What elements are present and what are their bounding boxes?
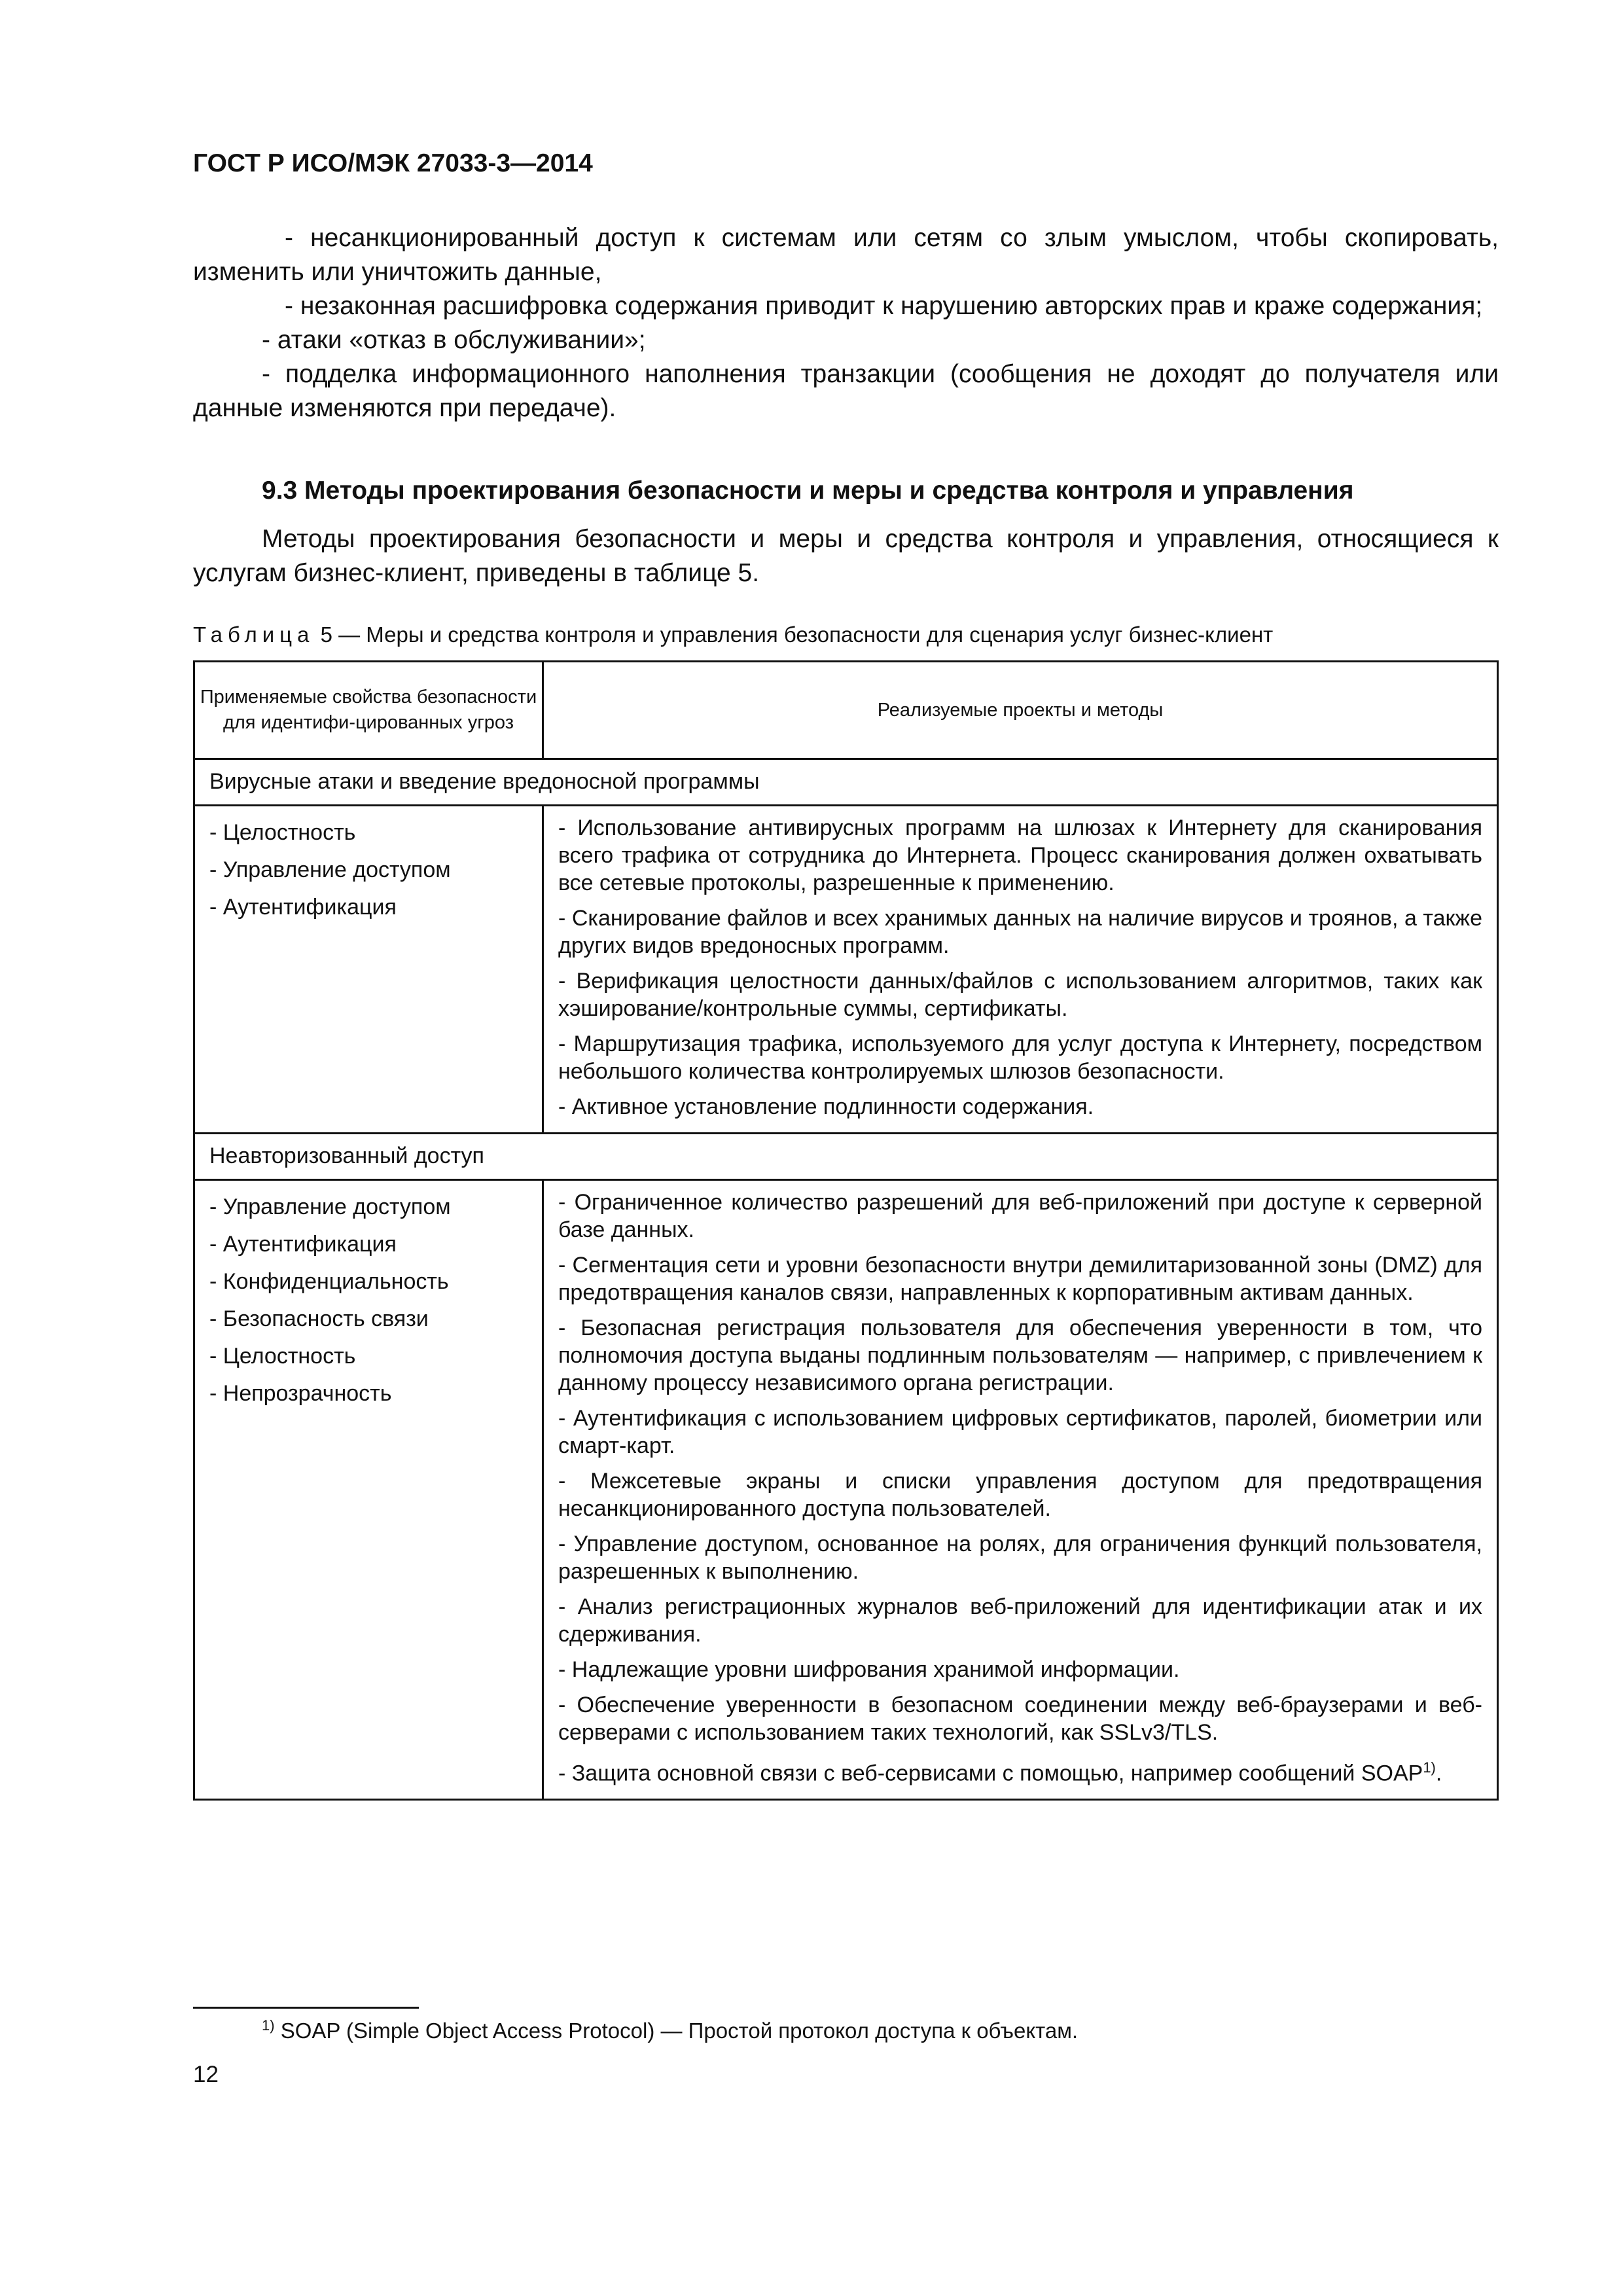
- footnote-text: SOAP (Simple Object Access Protocol) — Простой протокол доступа к объектам.: [280, 2018, 1079, 2043]
- group-title-row: [194, 1134, 1498, 1180]
- list-item: - незаконная расшифровка содержания приводит к нарушению авторских прав и краже содержания;: [285, 292, 1483, 320]
- method-item: - Верификация целостности данных/файлов с использованием алгоритмов, таких как хэширование/контрольные суммы, сертификаты.: [558, 969, 1482, 1021]
- footnote: [262, 2017, 1078, 2043]
- method-tail: .: [1435, 1761, 1442, 1786]
- property-item: - Непрозрачность: [209, 1381, 392, 1406]
- group-title-row: [194, 759, 1498, 806]
- table-row: [194, 806, 1498, 1134]
- page-number: 12: [193, 2062, 219, 2087]
- method-item: - Сегментация сети и уровни безопасности внутри демилитаризованной зоны (DMZ) для предотвращения каналов связи, направленных к корпоративным активам данных.: [558, 1253, 1482, 1305]
- table-caption-text: 5 — Меры и средства контроля и управления безопасности для сценария услуг бизнес-клиент: [320, 622, 1274, 647]
- header-cell-properties: Применяемые свойства безопасности для идентифи-цированных угроз: [194, 662, 543, 759]
- security-controls-table: [193, 660, 1499, 1801]
- methods-cell: [543, 806, 1498, 1134]
- property-item: - Целостность: [209, 820, 356, 845]
- property-item: - Управление доступом: [209, 857, 451, 882]
- method-item: - Надлежащие уровни шифрования хранимой информации.: [558, 1657, 1180, 1682]
- method-item: - Аутентификация с использованием цифровых сертификатов, паролей, биометрии или смарт-карт.: [558, 1406, 1482, 1458]
- footnote-ref: 1): [1423, 1759, 1436, 1776]
- properties-cell: [194, 806, 543, 1134]
- method-item-last: [558, 1754, 1482, 1787]
- property-item: - Безопасность связи: [209, 1306, 429, 1331]
- section-heading: 9.3 Методы проектирования безопасности и меры и средства контроля и управления: [262, 476, 1354, 505]
- table-row: [194, 1180, 1498, 1800]
- property-item: - Аутентификация: [209, 1232, 397, 1257]
- property-item: - Конфиденциальность: [209, 1269, 449, 1294]
- method-item: - Сканирование файлов и всех хранимых данных на наличие вирусов и троянов, а также других видов вредоносных программ.: [558, 906, 1482, 958]
- table-caption: [193, 622, 1273, 647]
- method-item: - Межсетевые экраны и списки управления доступом для предотвращения несанкционированного доступа пользователей.: [558, 1469, 1482, 1521]
- method-item: - Безопасная регистрация пользователя для обеспечения уверенности в том, что полномочия доступа выданы подлинным пользователям — например, с привлечением к данному процессу независимого органа регистрации.: [558, 1316, 1482, 1395]
- header-cell-methods: Реализуемые проекты и методы: [543, 662, 1498, 759]
- property-item: - Управление доступом: [209, 1194, 451, 1219]
- document-header: ГОСТ Р ИСО/МЭК 27033-3—2014: [193, 149, 593, 177]
- method-item: - Управление доступом, основанное на ролях, для ограничения функций пользователя, разрешенных к выполнению.: [558, 1532, 1482, 1584]
- property-item: - Аутентификация: [209, 895, 397, 920]
- list-item: - несанкционированный доступ к системам или сетям со злым умыслом, чтобы скопировать, изменить или уничтожить данные,: [193, 224, 1499, 286]
- table-header-row: [194, 662, 1498, 759]
- method-item: - Маршрутизация трафика, используемого для услуг доступа к Интернету, посредством небольшого количества контролируемых шлюзов безопасности.: [558, 1031, 1482, 1084]
- method-item: - Обеспечение уверенности в безопасном соединении между веб-браузерами и веб-серверами с использованием таких технологий, как SSLv3/TLS.: [558, 1693, 1482, 1745]
- method-text: - Защита основной связи с веб-сервисами с помощью, например сообщений SOAP: [558, 1761, 1423, 1786]
- group-title-virus: Вирусные атаки и введение вредоносной программы: [194, 759, 1498, 806]
- method-item: - Активное установление подлинности содержания.: [558, 1094, 1094, 1119]
- group-title-unauthorized: Неавторизованный доступ: [194, 1134, 1498, 1180]
- method-item: - Анализ регистрационных журналов веб-приложений для идентификации атак и их сдерживания.: [558, 1594, 1482, 1647]
- list-item: - подделка информационного наполнения транзакции (сообщения не доходят до получателя или данные изменяются при передаче).: [193, 360, 1499, 422]
- footnote-divider: [193, 2007, 419, 2009]
- property-item: - Целостность: [209, 1344, 356, 1369]
- methods-cell: [543, 1180, 1498, 1800]
- section-paragraph: Методы проектирования безопасности и меры и средства контроля и управления, относящиеся к услугам бизнес-клиент, приведены в таблице 5.: [193, 525, 1499, 587]
- list-item: - атаки «отказ в обслуживании»;: [262, 326, 646, 354]
- method-item: - Ограниченное количество разрешений для веб-приложений при доступе к серверной базе данных.: [558, 1190, 1482, 1242]
- intro-list: [193, 221, 1499, 425]
- method-item: - Использование антивирусных программ на шлюзах к Интернету для сканирования всего трафика от сотрудника до Интернета. Процесс сканирования должен охватывать все сетевые протоколы, разрешенные к применению.: [558, 816, 1482, 895]
- table-caption-label: Таблица: [193, 622, 315, 647]
- footnote-marker: 1): [262, 2017, 275, 2034]
- properties-cell: [194, 1180, 543, 1800]
